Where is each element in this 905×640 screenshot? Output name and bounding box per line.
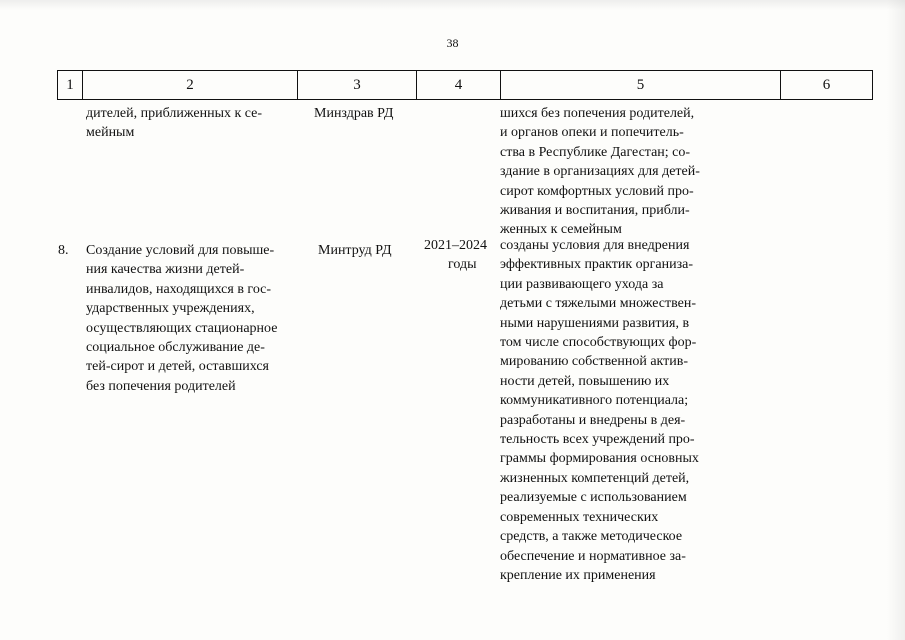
header-col-4: 4 <box>417 71 501 99</box>
header-col-1: 1 <box>58 71 83 99</box>
scan-shadow-right <box>887 0 905 640</box>
header-col-3: 3 <box>298 71 417 99</box>
row8-col2-text: Создание условий для повыше- ния качества жизни детей- инвалидов, находящихся в гос- ударственных учреждениях, осуществляющих стационарное социальное обслуживание де- тей-сирот и детей, оставшихся без попечения родителей <box>86 243 278 394</box>
header-col-6: 6 <box>822 76 831 93</box>
row8-col5-text: созданы условия для внедрения эффективных практик организа- ции развивающего ухода за детьми с тяжелыми множествен- ными нарушениями развития, в том числе способствующих фор- мированию собственной актив- ности детей, повышению их коммуникативного потенциала; разработаны и внедрены в дея- тельность всех учреждений про- граммы формирования основных жизненных компетенций детей, реализуемые с использованием современных технических средств, а также методическое обеспечение и нормативное за- крепление их применения <box>500 238 699 583</box>
row-cont-col5-text: шихся без попечения родителей, и органов опеки и попечитель- ства в Республике Дагестан; со- здание в организациях для детей- сирот комфортных условий про- живания и воспитания, прибли- женных к семейным <box>500 106 700 238</box>
row8-col4-label: годы <box>448 257 477 272</box>
row-number: 8. <box>58 243 69 258</box>
row8-col3-text: Минтруд РД <box>318 243 392 258</box>
row-cont-col3-text: Минздрав РД <box>314 106 394 121</box>
row-cont-col2-text: дителей, приближенных к се- мейным <box>86 106 263 141</box>
header-col-5: 5 <box>501 71 781 99</box>
page-number: 38 <box>446 36 459 50</box>
scan-shadow-top <box>0 0 905 10</box>
row8-col4-years: 2021–2024 <box>424 238 487 253</box>
header-col-2: 2 <box>83 71 298 99</box>
table-header-row <box>57 70 873 100</box>
